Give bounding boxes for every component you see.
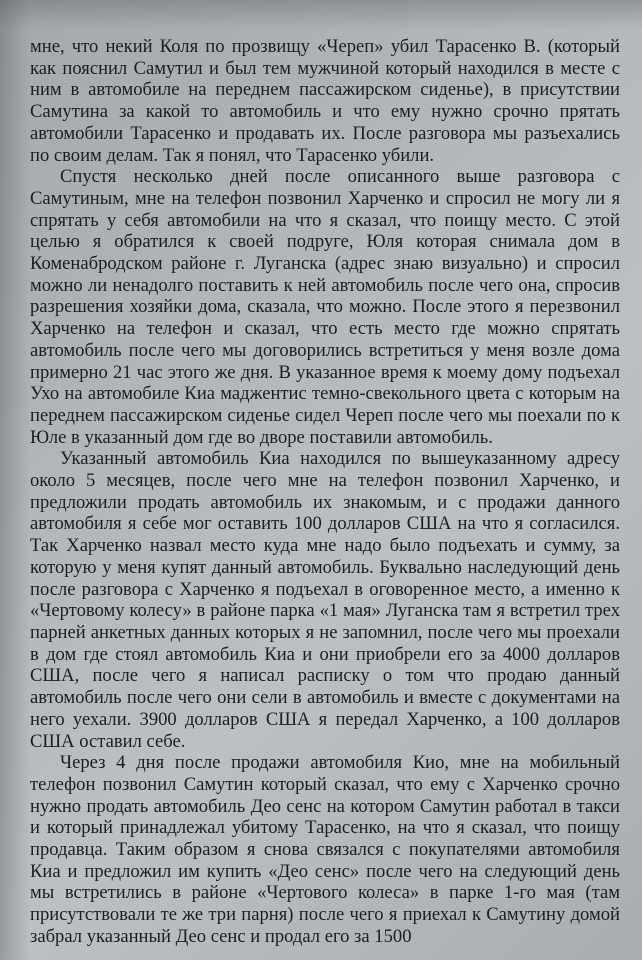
page-shadow-top bbox=[0, 0, 642, 30]
paragraph-4: Через 4 дня после продажи автомобиля Кио, мне на мобильный телефон позвонил Самутин который сказал, что ему с Харченко срочно нужно продать автомобиль Део сенс на котором Самутин работал в такси и который принадлежал убитому Тарасенко, на что я сказал, что поищу продавца. Таким образом я снова связался с покупателями автомобиля Киа и предложил им купить «Део сенс» после чего на следующий день мы встретились в районе «Чертового колеса» в парке 1-го мая (там присутствовали те же три парня) после чего я приехал к Самутину домой забрал указанный Део сенс и продал его за 1500 bbox=[30, 752, 620, 947]
document-body bbox=[30, 36, 620, 948]
paragraph-2: Спустя несколько дней после описанного выше разговора с Самутиным, мне на телефон позвонил Харченко и спросил не могу ли я спрятать у себя автомобили на что я сказал, что поищу место. С этой целью я обратился к своей подруге, Юля которая снимала дом в Коменабродском районе г. Луганска (адрес знаю визуально) и спросил можно ли ненадолго поставить к ней автомобиль после чего она, спросив разрешения хозяйки дома, сказала, что можно. После этого я перезвонил Харченко на телефон и сказал, что есть место где можно спрятать автомобиль после чего мы договорились встретиться у меня возле дома примерно 21 час этого же дня. В указанное время к моему дому подъехал Ухо на автомобиле Киа маджентис темно-свекольного цвета с которым на переднем пассажирском сиденье сидел Череп после чего мы поехали по к Юле в указанный дом где во дворе поставили автомобиль. bbox=[30, 166, 620, 448]
paragraph-1: мне, что некий Коля по прозвищу «Череп» убил Тарасенко В. (который как пояснил Самутил и был тем мужчиной который находился в месте с ним в автомобиле на переднем пассажирском сиденье), в присутствии Самутина за какой то автомобиль и что ему нужно срочно прятать автомобили Тарасенко и продавать их. После разговора мы разъехались по своим делам. Так я понял, что Тарасенко убили. bbox=[30, 36, 620, 166]
paragraph-3: Указанный автомобиль Киа находился по вышеуказанному адресу около 5 месяцев, после чего мне на телефон позвонил Харченко, и предложили продать автомобиль их знакомым, и с продажи данного автомобиля я себе мог оставить 100 долларов США на что я согласился. Так Харченко назвал место куда мне надо было подъехать и сумму, за которую у меня купят данный автомобиль. Буквально наследующий день после разговора с Харченко я подъехал в оговоренное место, а именно к «Чертовому колесу» в районе парка «1 мая» Луганска там я встретил трех парней анкетных данных которых я не запомнил, после чего мы проехали в дом где стоял автомобиль Киа и они приобрели его за 4000 долларов США, после чего я написал расписку о том что продаю данный автомобиль после чего они сели в автомобиль и вместе с документами на него уехали. 3900 долларов США я передал Харченко, а 100 долларов США оставил себе. bbox=[30, 448, 620, 752]
page-shadow-left bbox=[0, 0, 30, 960]
